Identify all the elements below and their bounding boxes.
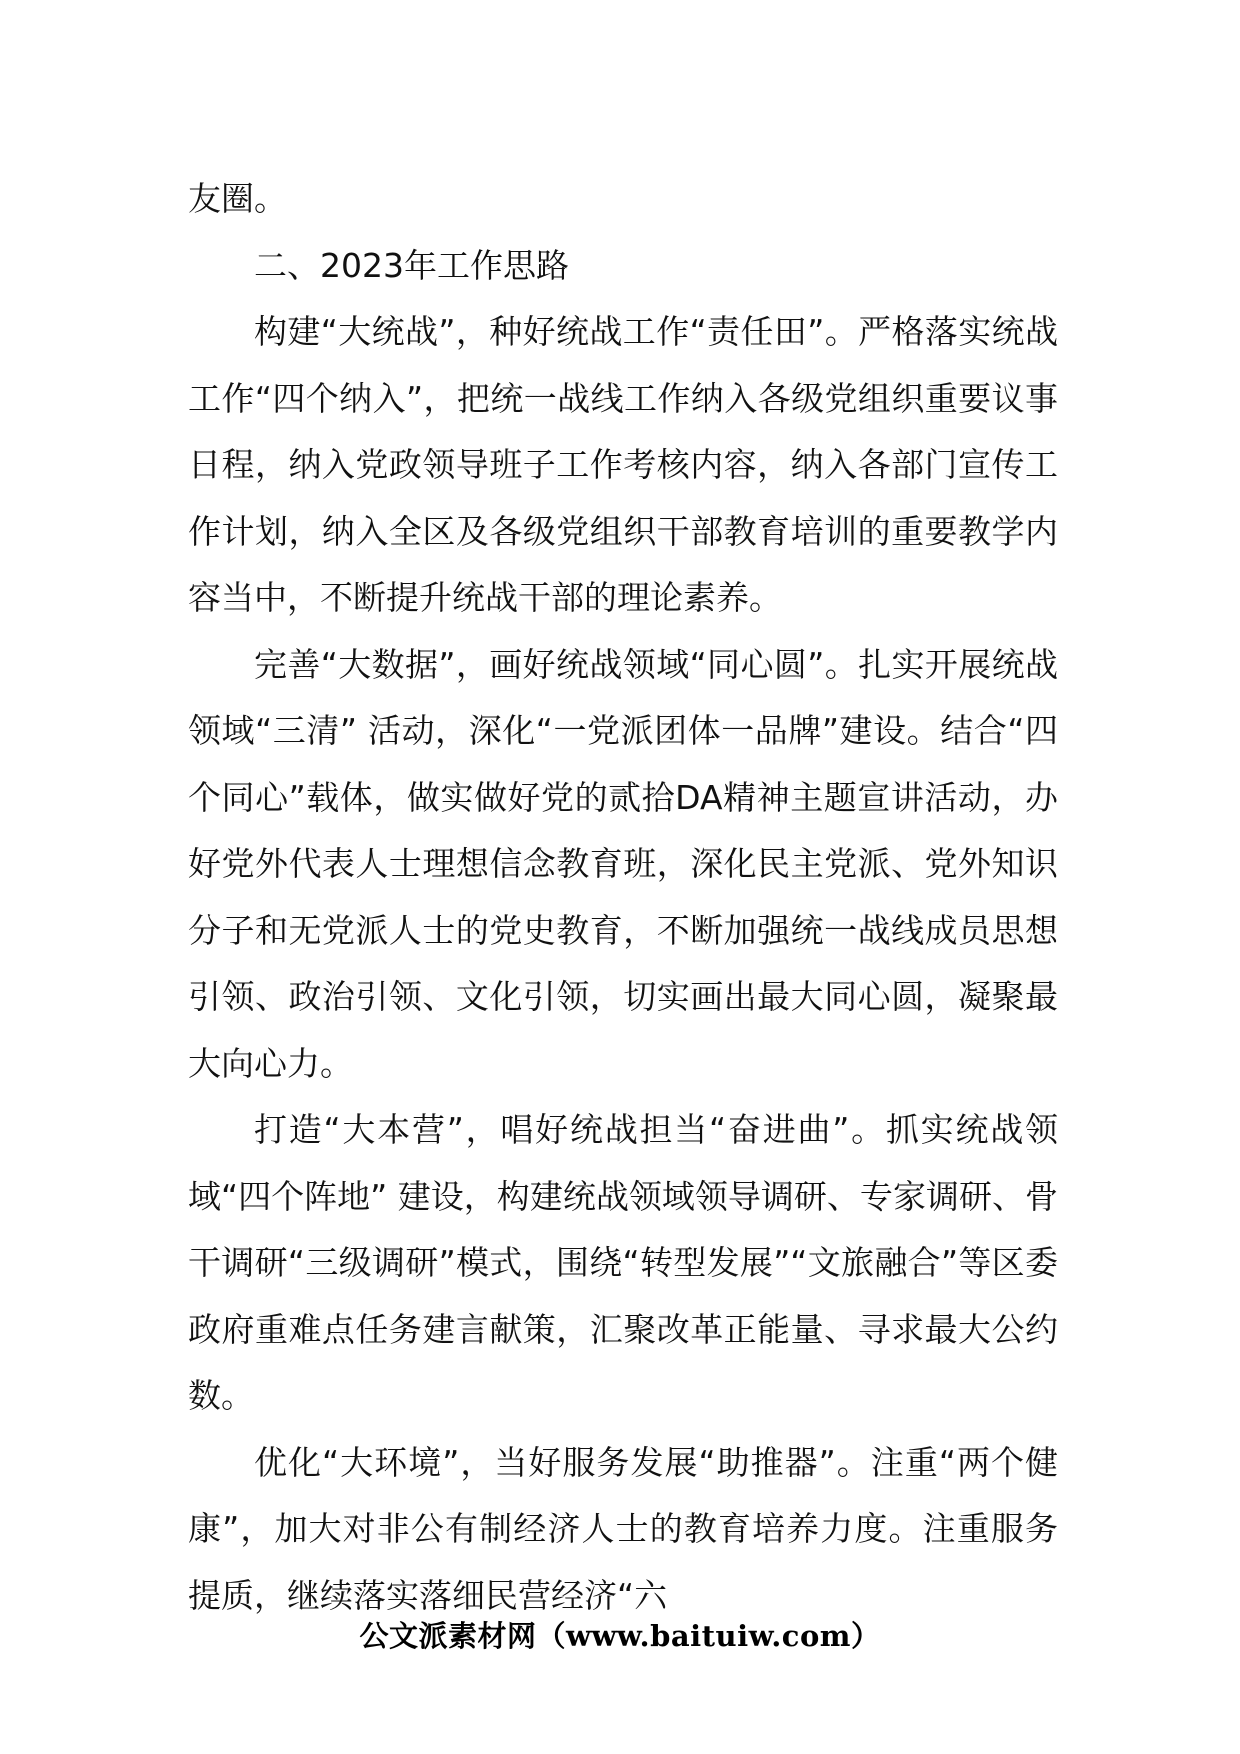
paragraph-base-camp: 打造“大本营”，唱好统战担当“奋进曲”。抓实统战领域“四个阵地” 建设，构建统战领域领导调研、专家调研、骨干调研“三级调研”模式，围绕“转型发展”“文旅融合”等区委政府重难点任务建言献策，汇聚改革正能量、寻求最大公约数。 [188,1110,1058,1415]
footer-watermark: 公文派素材网（www.baituiw.com） [359,1619,881,1653]
paragraph-environment: 优化“大环境”，当好服务发展“助推器”。注重“两个健康”，加大对非公有制经济人士的教育培养力度。注重服务提质，继续落实落细民营经济“六 [188,1442,1058,1615]
document-body [188,166,1058,1629]
paragraph-continuation: 友圈。 [188,179,287,218]
section-heading: 二、2023年工作思路 [254,245,569,285]
paragraph-united-front: 构建“大统战”，种好统战工作“责任田”。严格落实统战工作“四个纳入”，把统一战线工作纳入各级党组织重要议事日程，纳入党政领导班子工作考核内容，纳入各部门宣传工作计划，纳入全区及各级党组织干部教育培训的重要教学内容当中，不断提升统战干部的理论素养。 [188,312,1058,617]
paragraph-big-data: 完善“大数据”，画好统战领域“同心圆”。扎实开展统战领域“三清” 活动，深化“一党派团体一品牌”建设。结合“四个同心”载体，做实做好党的贰拾DA精神主题宣讲活动，办好党外代表人士理想信念教育班，深化民主党派、党外知识分子和无党派人士的党史教育，不断加强统一战线成员思想引领、政治引领、文化引领，切实画出最大同心圆，凝聚最大向心力。 [188,644,1058,1083]
